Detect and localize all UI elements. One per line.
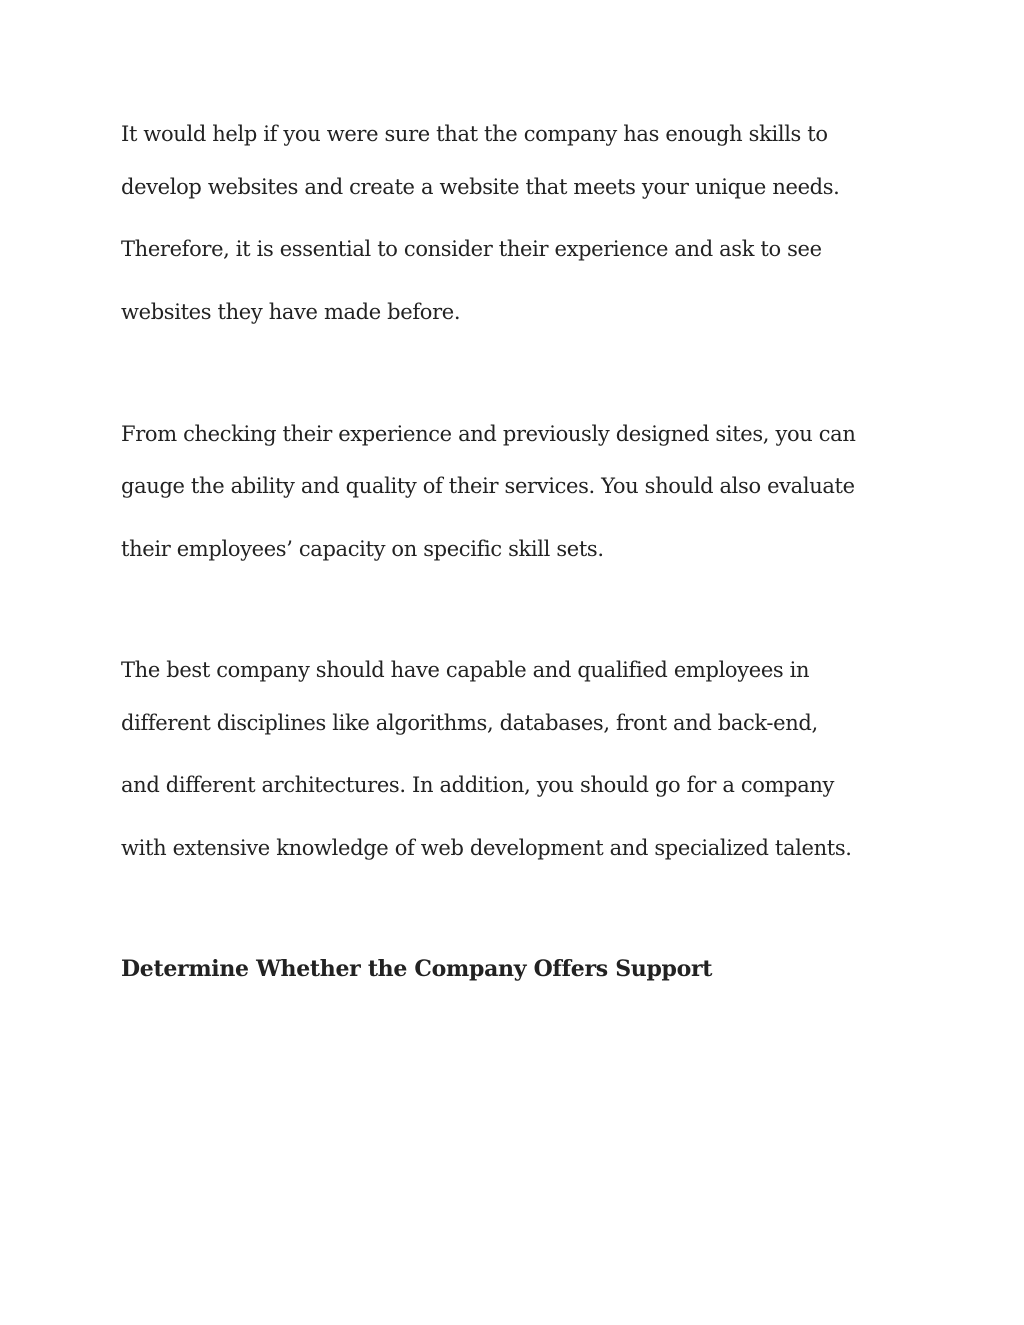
paragraph-line: different disciplines like algorithms, databases, front and back-end, bbox=[121, 711, 818, 735]
paragraph-line: develop websites and create a website that meets your unique needs. bbox=[121, 175, 840, 199]
paragraph-line: with extensive knowledge of web development and specialized talents. bbox=[121, 836, 852, 860]
paragraph-line: The best company should have capable and qualified employees in bbox=[121, 658, 810, 682]
paragraph-line: and different architectures. In addition, you should go for a company bbox=[121, 773, 835, 797]
paragraph-line: their employees’ capacity on specific skill sets. bbox=[121, 537, 604, 561]
paragraph-line: gauge the ability and quality of their services. You should also evaluate bbox=[121, 474, 855, 498]
paragraph-line: Therefore, it is essential to consider their experience and ask to see bbox=[121, 237, 822, 261]
paragraph-line: From checking their experience and previously designed sites, you can bbox=[121, 422, 856, 446]
section-heading: Determine Whether the Company Offers Support bbox=[121, 956, 713, 982]
paragraph-line: It would help if you were sure that the company has enough skills to bbox=[121, 122, 828, 146]
paragraph-line: websites they have made before. bbox=[121, 300, 461, 324]
